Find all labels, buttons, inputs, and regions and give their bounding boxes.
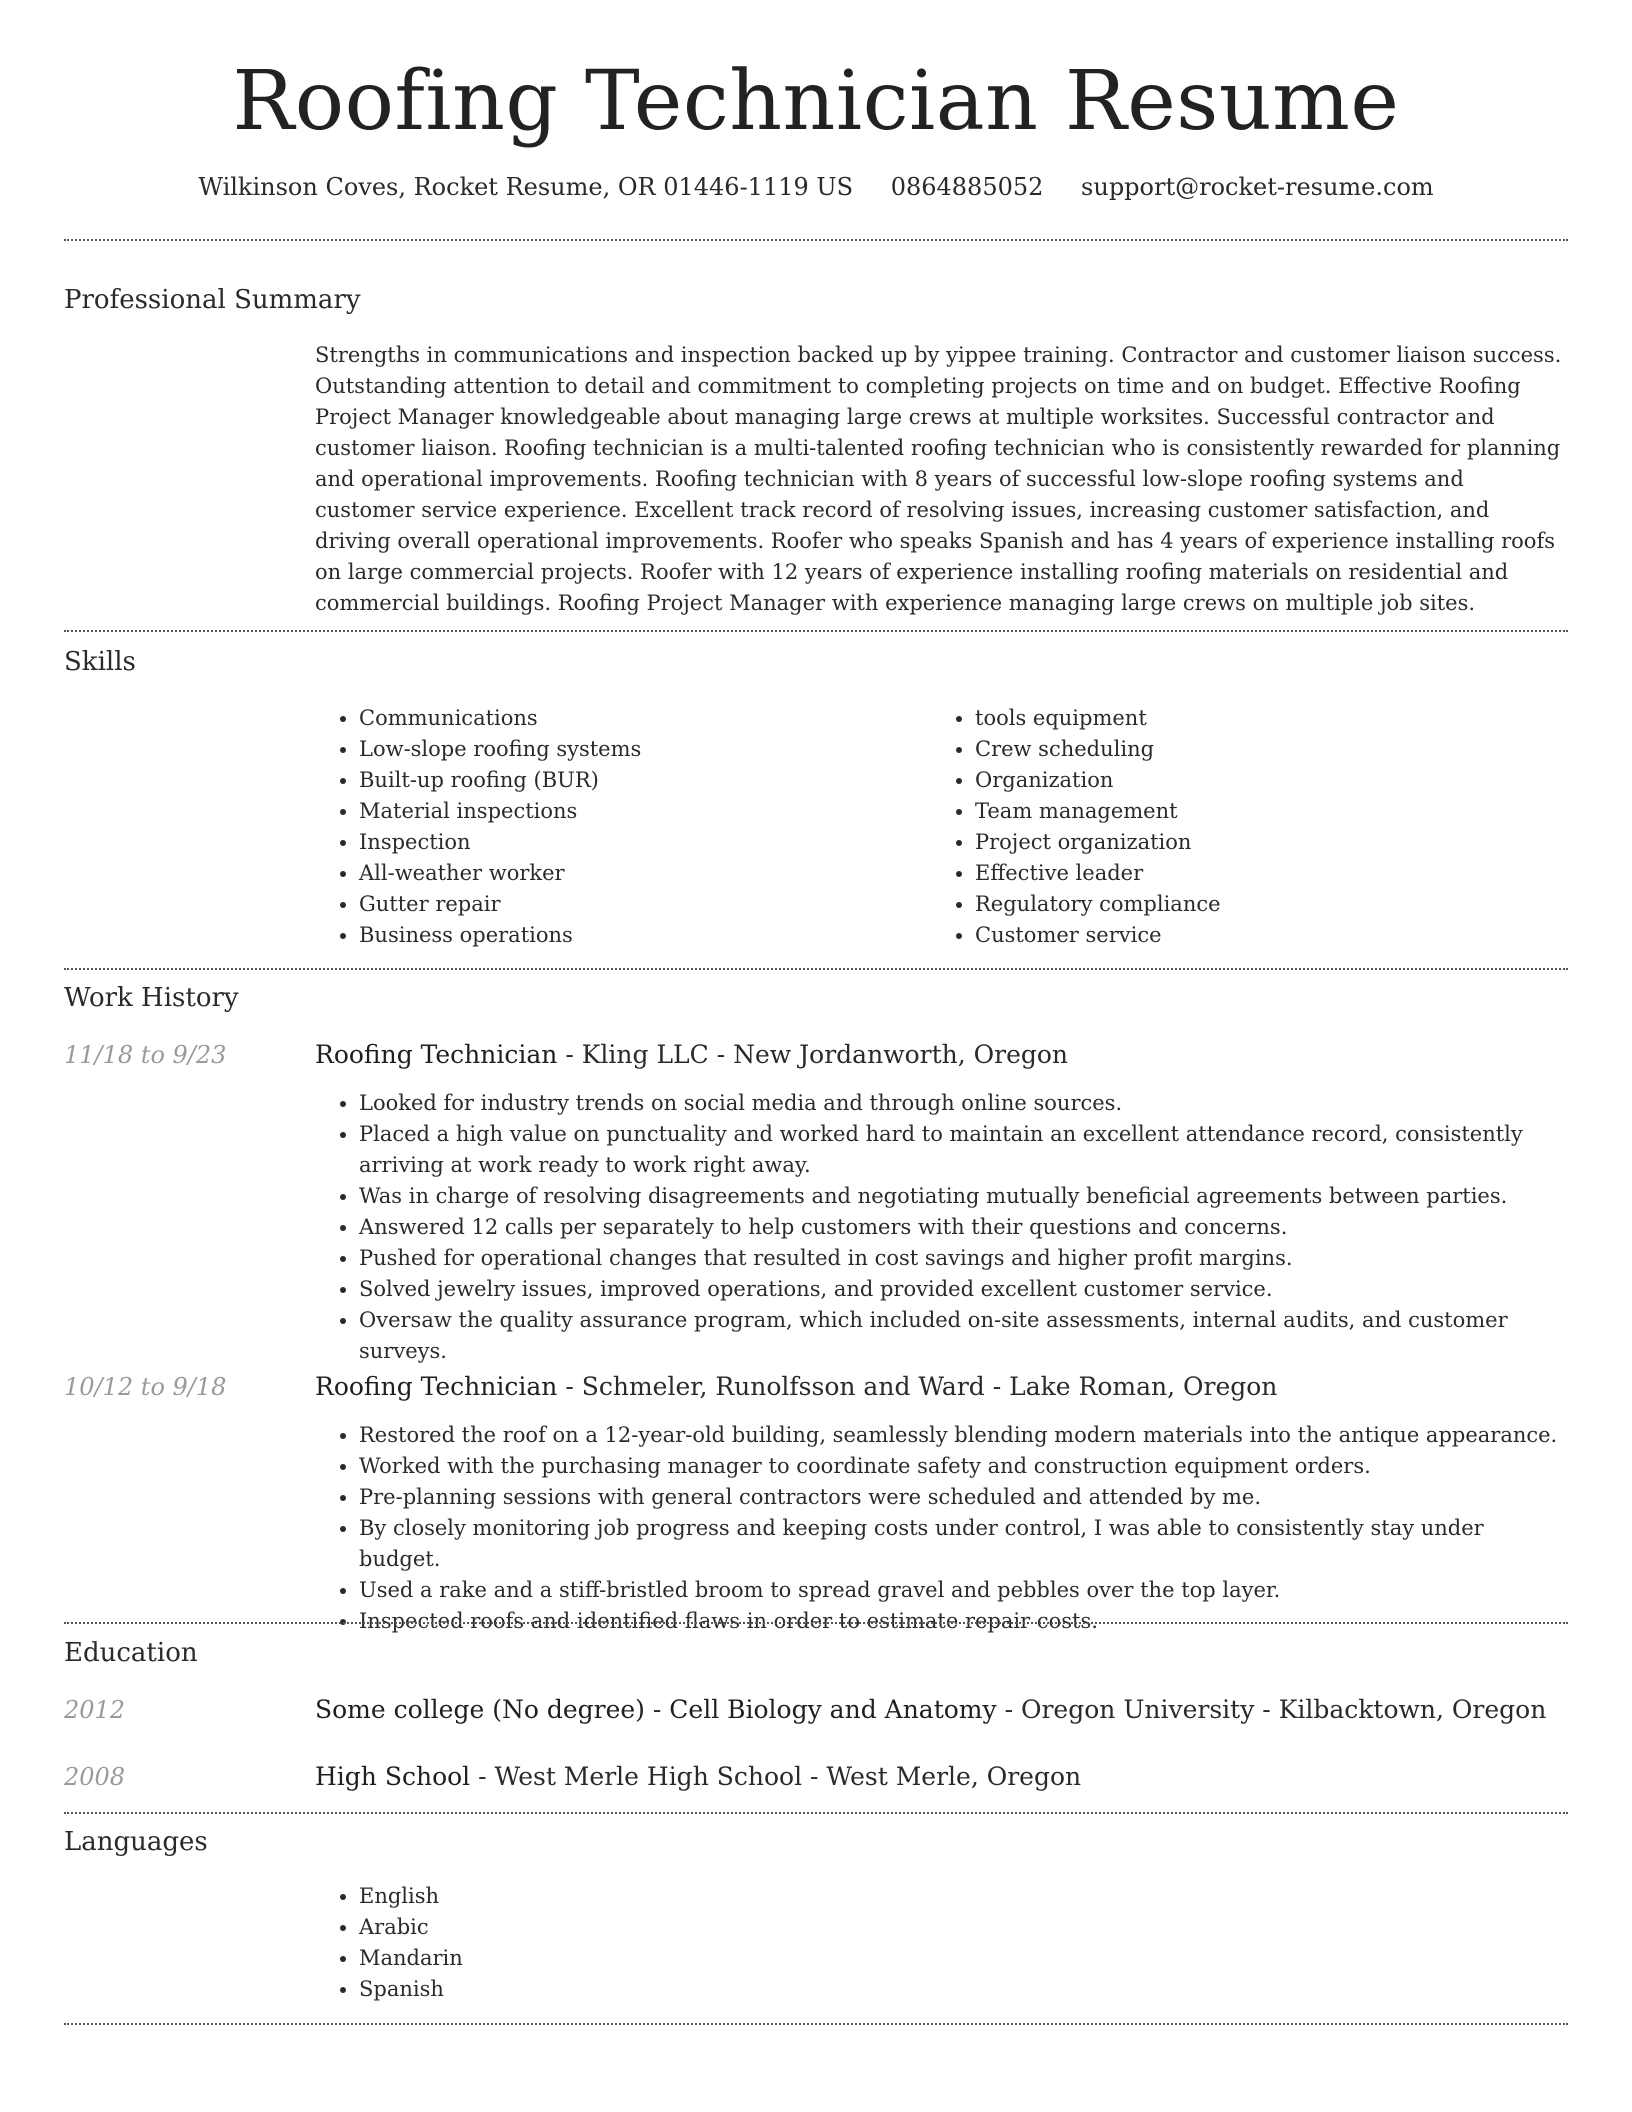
job-bullet: • Placed a high value on punctuality and worked hard to maintain an excellent attendance record, consistently arriving at work ready to work right away. [359, 1119, 1568, 1181]
divider [64, 2023, 1568, 2025]
job-bullet: • Oversaw the quality assurance program, which included on-site assessments, internal audits, and customer surveys. [359, 1305, 1568, 1367]
skill-item: • Built-up roofing (BUR) [359, 765, 919, 796]
section-title-summary: Professional Summary [64, 285, 361, 315]
skill-item: • Business operations [359, 920, 919, 951]
divider [64, 1812, 1568, 1814]
job-heading [315, 1038, 1568, 1072]
skill-item: • tools equipment [975, 703, 1575, 734]
job-bullet: • By closely monitoring job progress and keeping costs under control, I was able to consistently stay under budget. [359, 1513, 1568, 1575]
languages-list [315, 1881, 959, 2005]
job-bullet: • Inspected roofs and identified flaws in order to estimate repair costs. [359, 1606, 1568, 1637]
skills-list-left [315, 703, 919, 951]
job-title: Roofing Technician [315, 1040, 558, 1069]
job-bullet: • Pre-planning sessions with general contractors were scheduled and attended by me. [359, 1482, 1568, 1513]
divider [64, 239, 1568, 241]
skill-item: • Inspection [359, 827, 919, 858]
education-year: 2012 [64, 1696, 126, 1724]
job-company: Schmeler, Runolfsson and Ward [581, 1372, 985, 1401]
divider [64, 630, 1568, 632]
job-location: Lake Roman, Oregon [1009, 1372, 1278, 1401]
section-title-skills: Skills [64, 647, 136, 677]
section-title-work: Work History [64, 983, 239, 1013]
job-bullets [315, 1420, 1568, 1637]
job-location: New Jordanworth, Oregon [733, 1040, 1069, 1069]
education-year: 2008 [64, 1763, 126, 1791]
section-title-languages: Languages [64, 1827, 208, 1857]
skill-item: • Communications [359, 703, 919, 734]
skill-item: • Effective leader [975, 858, 1575, 889]
skill-item: • Low-slope roofing systems [359, 734, 919, 765]
skill-item: • Organization [975, 765, 1575, 796]
job-title: Roofing Technician [315, 1372, 558, 1401]
job-bullet: • Looked for industry trends on social media and through online sources. [359, 1088, 1568, 1119]
job-bullet: • Was in charge of resolving disagreements and negotiating mutually beneficial agreements between parties. [359, 1181, 1568, 1212]
skill-item: • Team management [975, 796, 1575, 827]
job-dates: 10/12 to 9/18 [64, 1373, 227, 1401]
language-item: • Spanish [359, 1974, 959, 2005]
education-field: Cell Biology and Anatomy [669, 1695, 997, 1724]
language-item: • Mandarin [359, 1943, 959, 1974]
divider [64, 1622, 1568, 1624]
skill-item: • Customer service [975, 920, 1575, 951]
divider [64, 968, 1568, 970]
job-bullet: • Used a rake and a stiff-bristled broom to spread gravel and pebbles over the top layer. [359, 1575, 1568, 1606]
job-bullets [315, 1088, 1568, 1367]
language-item: • English [359, 1881, 959, 1912]
skills-list-right [931, 703, 1575, 951]
skill-item: • Project organization [975, 827, 1575, 858]
education-heading [315, 1760, 1568, 1794]
contact-line [0, 170, 1632, 204]
job-bullet: • Solved jewelry issues, improved operations, and provided excellent customer service. [359, 1274, 1568, 1305]
skill-item: • Gutter repair [359, 889, 919, 920]
education-location: Kilbacktown, Oregon [1278, 1695, 1547, 1724]
job-bullet: • Worked with the purchasing manager to coordinate safety and construction equipment orders. [359, 1451, 1568, 1482]
skill-item: • Material inspections [359, 796, 919, 827]
education-degree: Some college (No degree) [315, 1695, 645, 1724]
education-school: Oregon University [1020, 1695, 1255, 1724]
section-title-education: Education [64, 1638, 198, 1668]
job-dates: 11/18 to 9/23 [64, 1041, 227, 1069]
page-title: Roofing Technician Resume [232, 54, 1400, 149]
summary-text: Strengths in communications and inspection backed up by yippee training. Contractor and customer liaison success. Outstanding attention to detail and commitment to completing projects on time and on budget. Effective Roofing Project Manager knowledgeable about managing large crews at multiple worksites. Successful contractor and customer liaison. Roofing technician is a multi-talented roofing technician who is consistently rewarded for planning and operational improvements. Roofing technician with 8 years of successful low-slope roofing systems and customer service experience. Excellent track record of resolving issues, increasing customer satisfaction, and driving overall operational improvements. Roofer who speaks Spanish and has 4 years of experience installing roofs on large commercial projects. Roofer with 12 years of experience installing roofing materials on residential and commercial buildings. Roofing Project Manager with experience managing large crews on multiple job sites. [315, 343, 1562, 615]
skill-item: • Crew scheduling [975, 734, 1575, 765]
skill-item: • Regulatory compliance [975, 889, 1575, 920]
language-item: • Arabic [359, 1912, 959, 1943]
job-bullet: • Answered 12 calls per separately to help customers with their questions and concerns. [359, 1212, 1568, 1243]
education-heading [315, 1693, 1568, 1727]
education-degree: High School [315, 1762, 471, 1791]
job-bullet: • Pushed for operational changes that resulted in cost savings and higher profit margins. [359, 1243, 1568, 1274]
contact-email: support@rocket-resume.com [1081, 173, 1434, 201]
education-school: West Merle High School [494, 1762, 803, 1791]
education-location: West Merle, Oregon [826, 1762, 1082, 1791]
job-bullet: • Restored the roof on a 12-year-old building, seamlessly blending modern materials into the antique appearance. [359, 1420, 1568, 1451]
contact-address: Wilkinson Coves, Rocket Resume, OR 01446-1119 US [198, 173, 854, 201]
skill-item: • All-weather worker [359, 858, 919, 889]
job-heading [315, 1370, 1568, 1404]
contact-phone: 0864885052 [890, 173, 1044, 201]
job-company: Kling LLC [581, 1040, 709, 1069]
